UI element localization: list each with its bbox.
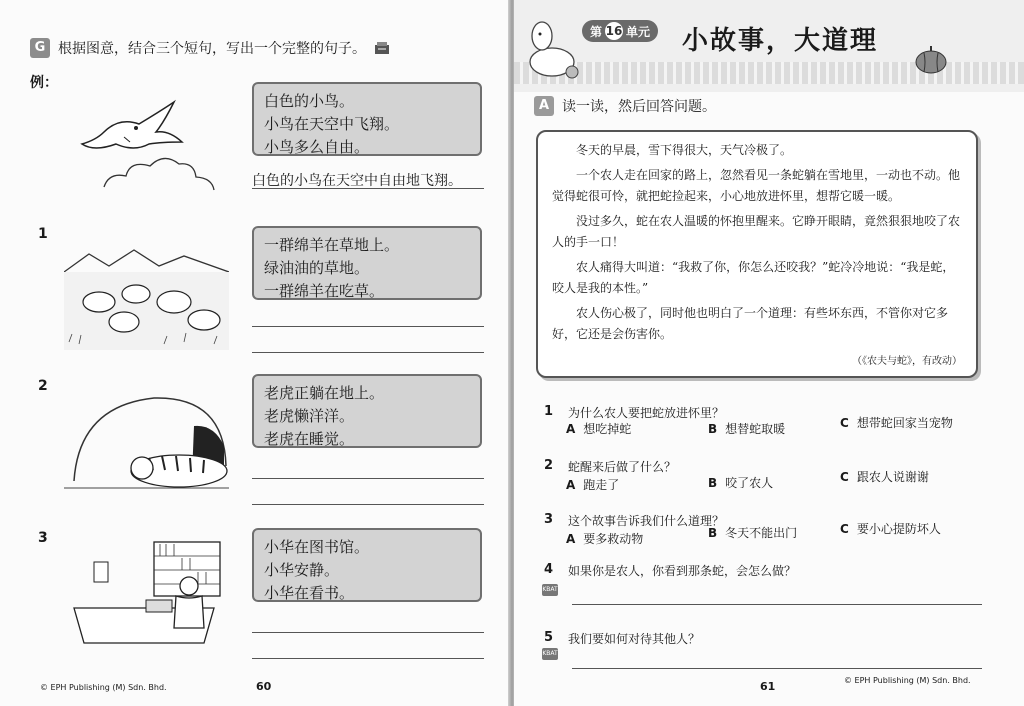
item-sentence: 老虎正躺在地上。 — [264, 384, 385, 402]
story-paragraph: 一个农人走在回家的路上，忽然看见一条蛇躺在雪地里，一动也不动。他觉得蛇很可怜，就把蛇捡起来，小心地放进怀里，想帮它暖一暖。 — [552, 168, 961, 203]
section-letter: G — [30, 38, 50, 58]
copyright: © EPH Publishing (M) Sdn. Bhd. — [844, 676, 971, 685]
story-source: （《农夫与蛇》，有改动） — [852, 356, 962, 367]
pumpkin-icon — [914, 44, 948, 74]
option-c[interactable] — [840, 468, 929, 485]
question-number: 2 — [544, 458, 554, 473]
option-text: 跟农人说谢谢 — [856, 470, 929, 484]
question-text: 我们要如何对待其他人？ — [568, 632, 701, 646]
option-letter: A — [566, 478, 576, 492]
question-number: 4 — [544, 562, 554, 577]
unit-suffix: 单元 — [626, 24, 651, 39]
item-sentence: 小华安静。 — [264, 561, 340, 579]
story-paragraph: 没过多久，蛇在农人温暖的怀抱里醒来。它睁开眼睛，竟然狠狠地咬了农人的手一口！ — [552, 214, 961, 249]
answer-line[interactable] — [252, 504, 484, 505]
option-letter: A — [566, 532, 576, 546]
unit-prefix: 第 — [590, 24, 603, 39]
section-instruction: 读一读，然后回答问题。 — [562, 99, 716, 115]
kbat-badge: KBAT — [542, 648, 558, 660]
question-number: 3 — [544, 512, 554, 527]
option-a[interactable] — [566, 420, 631, 437]
example-label: 例： — [30, 75, 58, 91]
page-61 — [514, 0, 1024, 706]
option-letter: B — [708, 526, 718, 540]
library-illustration — [64, 538, 229, 656]
story-box — [536, 130, 978, 378]
option-b[interactable] — [708, 420, 785, 437]
option-c[interactable] — [840, 520, 941, 537]
answer-line[interactable] — [252, 352, 484, 353]
example-sentence: 白色的小鸟。 — [264, 92, 355, 110]
option-text: 冬天不能出门 — [725, 526, 798, 540]
story-paragraph: 农人痛得大叫道：“我救了你，你怎么还咬我？”蛇冷冷地说：“我是蛇，咬人是我的本性。” — [552, 260, 955, 295]
option-letter: C — [840, 470, 849, 484]
answer-line — [252, 188, 484, 189]
option-letter: C — [840, 522, 849, 536]
item-sentence: 一群绵羊在草地上。 — [264, 236, 400, 254]
item-sentence: 小华在看书。 — [264, 584, 355, 602]
item-sentence: 老虎懒洋洋。 — [264, 407, 355, 425]
question-number: 1 — [544, 404, 554, 419]
option-text: 想吃掉蛇 — [583, 422, 632, 436]
answer-line[interactable] — [252, 632, 484, 633]
item-number: 1 — [38, 226, 48, 242]
story-paragraph: 农人伤心极了，同时他也明白了一个道理：有些坏东西，不管你对它多好，它还是会伤害你。 — [552, 306, 949, 341]
story-paragraph: 冬天的早晨，雪下得很大，天气冷极了。 — [576, 143, 793, 157]
unit-title: 小故事，大道理 — [682, 26, 879, 56]
option-letter: C — [840, 416, 849, 430]
item-number: 3 — [38, 530, 48, 546]
tiger-illustration — [64, 386, 229, 504]
option-text: 想替蛇取暖 — [725, 422, 786, 436]
item-sentence: 老虎在睡觉。 — [264, 430, 355, 448]
item-number: 2 — [38, 378, 48, 394]
option-text: 要多救动物 — [583, 532, 644, 546]
item-1-sentence-box — [252, 226, 482, 300]
option-a[interactable] — [566, 476, 619, 493]
option-letter: A — [566, 422, 576, 436]
example-answer: 白色的小鸟在天空中自由地飞翔。 — [252, 173, 462, 189]
option-letter: B — [708, 476, 718, 490]
item-sentence: 小华在图书馆。 — [264, 538, 370, 556]
answer-line[interactable] — [252, 478, 484, 479]
bird-illustration — [64, 82, 229, 200]
example-sentence: 小鸟多么自由。 — [264, 138, 370, 156]
copyright: © EPH Publishing (M) Sdn. Bhd. — [40, 683, 167, 692]
example-sentence: 小鸟在天空中飞翔。 — [264, 115, 400, 133]
question-text: 如果你是农人，你看到那条蛇，会怎么做？ — [568, 564, 797, 578]
unit-banner — [514, 0, 1024, 92]
page-number: 61 — [760, 680, 776, 693]
answer-line[interactable] — [252, 326, 484, 327]
page-number: 60 — [256, 680, 272, 693]
question-text: 蛇醒来后做了什么？ — [568, 460, 677, 474]
option-b[interactable] — [708, 474, 773, 491]
sheep-illustration — [64, 232, 229, 350]
section-g-heading — [30, 38, 390, 58]
example-sentence-box — [252, 82, 482, 156]
writing-icon — [374, 41, 390, 55]
section-a-heading — [534, 96, 716, 116]
question-text: 为什么农人要把蛇放进怀里？ — [568, 406, 725, 420]
kbat-badge: KBAT — [542, 584, 558, 596]
option-b[interactable] — [708, 524, 797, 541]
alpaca-icon — [524, 14, 586, 80]
question-text: 这个故事告诉我们什么道理？ — [568, 514, 725, 528]
answer-line[interactable] — [572, 668, 982, 669]
option-text: 要小心提防坏人 — [856, 522, 941, 536]
answer-line[interactable] — [252, 658, 484, 659]
unit-number: 16 — [605, 24, 623, 38]
item-2-sentence-box — [252, 374, 482, 448]
unit-badge — [582, 20, 658, 42]
item-3-sentence-box — [252, 528, 482, 602]
option-text: 跑走了 — [583, 478, 620, 492]
question-number: 5 — [544, 630, 554, 645]
answer-line[interactable] — [572, 604, 982, 605]
option-text: 咬了农人 — [725, 476, 774, 490]
option-letter: B — [708, 422, 718, 436]
section-letter: A — [534, 96, 554, 116]
option-text: 想带蛇回家当宠物 — [856, 416, 953, 430]
page-60 — [0, 0, 510, 706]
option-a[interactable] — [566, 530, 643, 547]
section-instruction: 根据图意，结合三个短句，写出一个完整的句子。 — [58, 41, 366, 57]
option-c[interactable] — [840, 414, 953, 431]
item-sentence: 一群绵羊在吃草。 — [264, 282, 385, 300]
item-sentence: 绿油油的草地。 — [264, 259, 370, 277]
